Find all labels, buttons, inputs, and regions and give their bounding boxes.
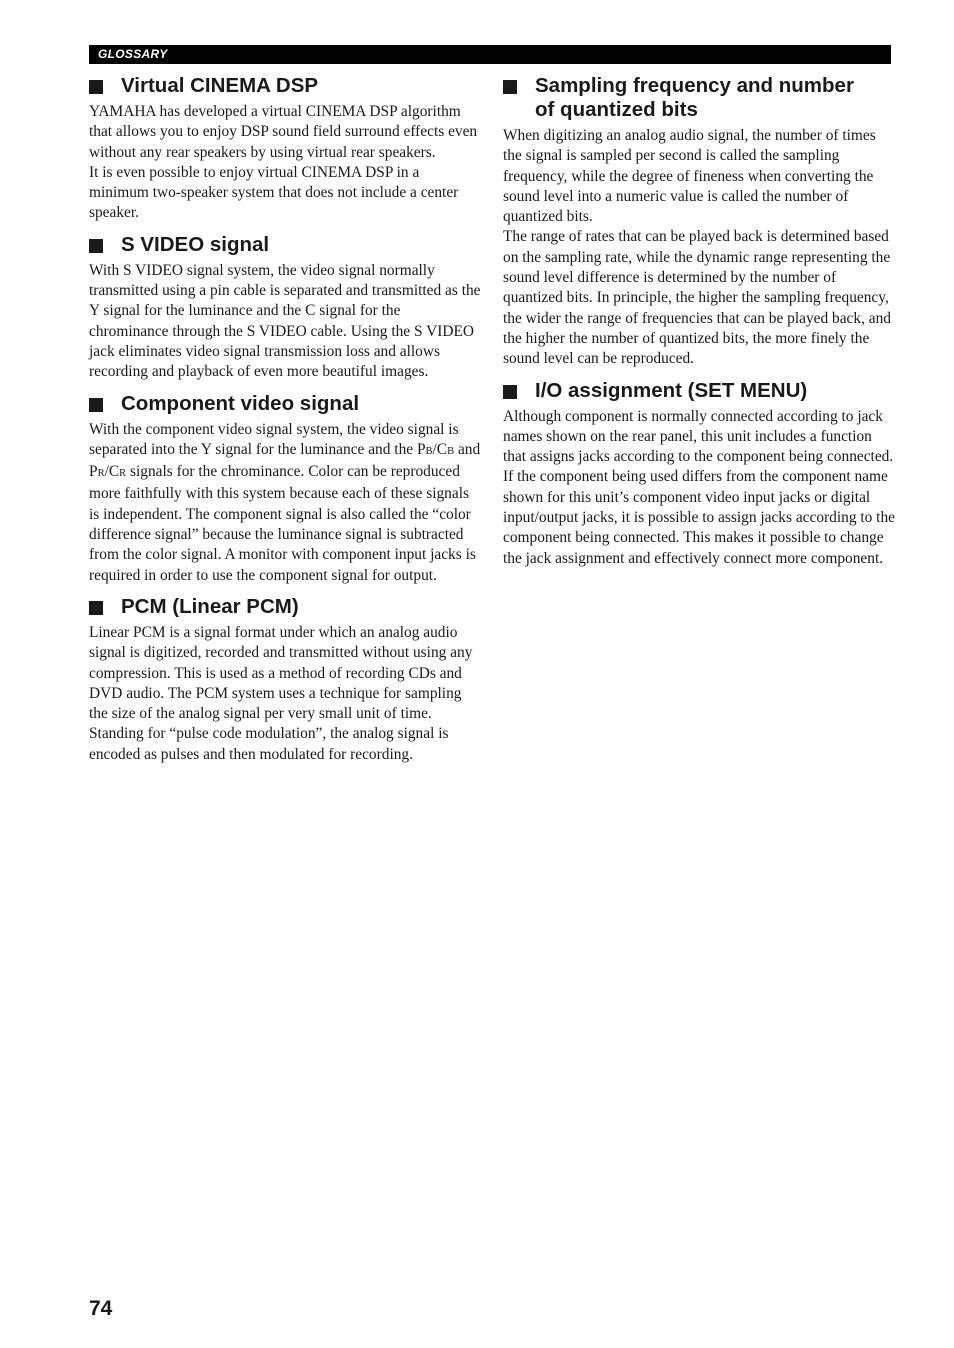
paragraph: With S VIDEO signal system, the video signal normally transmitted using a pin cable is separated and transmitted as the Y signal for the luminance and the C signal for the chrominance through the S VIDEO cable. Using the S VIDEO jack eliminates video signal transmission loss and allows recording and playback of even more beautiful images. [89, 261, 481, 381]
left-column [89, 74, 481, 774]
paragraph: Linear PCM is a signal format under which an analog audio signal is digitized, recorded and transmitted without using any compression. This is used as a method of recording CDs and DVD audio. The PCM system uses a technique for sampling the size of the analog signal per very small unit of time. Standing for “pulse code modulation”, the analog signal is encoded as pulses and then modulated for recording. [89, 623, 473, 763]
header-bar [89, 45, 891, 64]
section-s-video-signal [89, 233, 481, 383]
paragraph: It is even possible to enjoy virtual CINEMA DSP in a minimum two-speaker system that does not include a center speaker. [89, 163, 459, 222]
square-bullet-icon [503, 80, 517, 94]
section-title: Virtual CINEMA DSP [89, 74, 481, 98]
header-label: GLOSSARY [98, 47, 168, 61]
square-bullet-icon [89, 398, 103, 412]
section-title: Sampling frequency and number of quantized bits [503, 74, 895, 122]
square-bullet-icon [89, 239, 103, 253]
section-pcm [89, 595, 481, 765]
paragraph: With the component video signal system, the video signal is separated into the Y signal for the luminance and the PB/CB and PR/CR signals for the chrominance. Color can be reproduced more faithfully with this system because each of these signals is independent. The component signal is also called the “color difference signal” because the luminance signal is subtracted from the color signal. A monitor with component input jacks is required in order to use the component signal for output. [89, 420, 481, 584]
section-io-assignment [503, 379, 895, 569]
section-title: Component video signal [89, 392, 481, 416]
paragraph: The range of rates that can be played back is determined based on the sampling rate, while the dynamic range representing the sound level difference is determined by the number of quantized bits. In principle, the higher the sampling frequency, the wider the range of frequencies that can be played back, and the higher the number of quantized bits, the more finely the sound level can be reproduced. [503, 228, 892, 368]
square-bullet-icon [89, 80, 103, 94]
section-title: S VIDEO signal [89, 233, 481, 257]
section-title: I/O assignment (SET MENU) [503, 379, 895, 403]
section-virtual-cinema-dsp [89, 74, 481, 224]
square-bullet-icon [89, 601, 103, 615]
square-bullet-icon [503, 385, 517, 399]
section-sampling-frequency [503, 74, 895, 370]
right-column [503, 74, 895, 578]
paragraph: Although component is normally connected according to jack names shown on the rear panel, this unit includes a function that assigns jacks according to the component being connected. If the component being used differs from the component name shown for this unit’s component video input jacks or digital input/output jacks, it is possible to assign jacks according to the component being connected. This makes it possible to change the jack assignment and effectively connect more component. [503, 407, 895, 567]
page-number: 74 [89, 1297, 113, 1320]
section-title: PCM (Linear PCM) [89, 595, 481, 619]
paragraph: YAMAHA has developed a virtual CINEMA DSP algorithm that allows you to enjoy DSP sound field surround effects even without any rear speakers by using virtual rear speakers. [89, 103, 478, 161]
section-component-video-signal [89, 392, 481, 586]
paragraph: When digitizing an analog audio signal, the number of times the signal is sampled per second is called the sampling frequency, while the degree of fineness when converting the sound level into a numeric value is called the number of quantized bits. [503, 127, 876, 226]
